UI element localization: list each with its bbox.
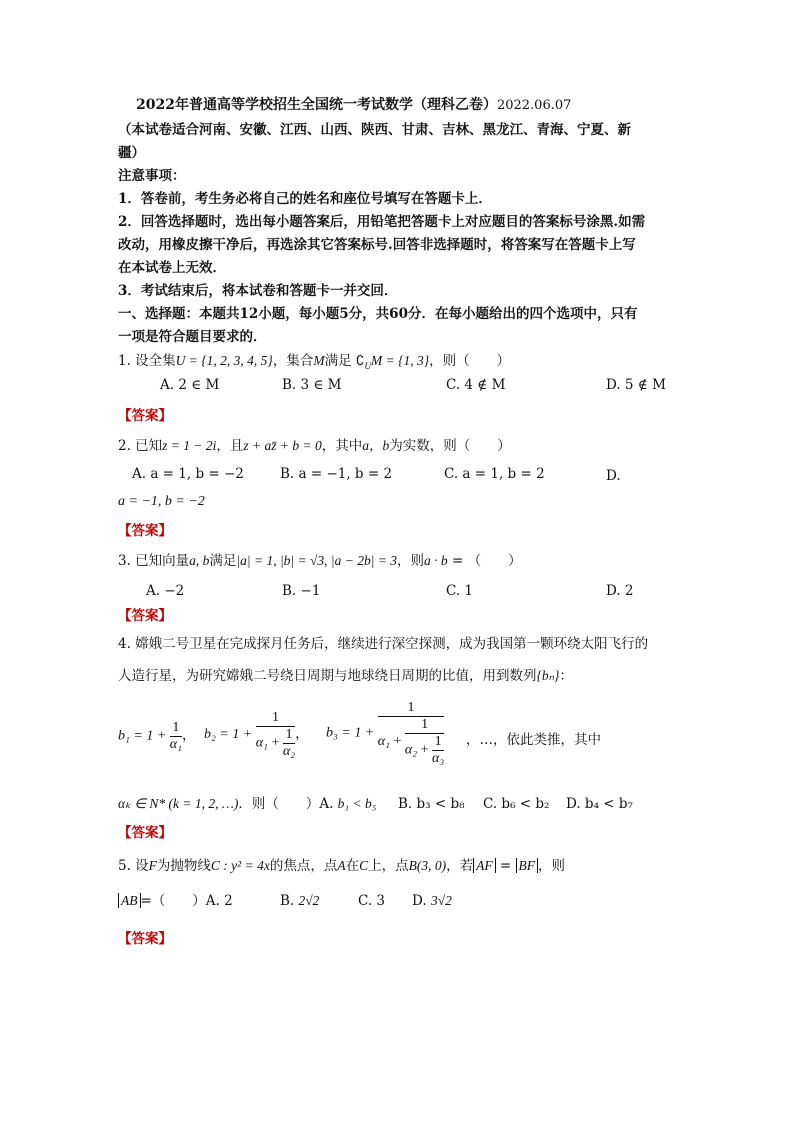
- q4-b3-lhs: b₃ = 1 +: [326, 725, 375, 741]
- q3-text-b: 满足: [209, 553, 237, 569]
- q4-sequence: {bₙ}: [536, 668, 560, 683]
- q1-sub-u: U: [364, 360, 371, 371]
- q5-point-b: B(3, 0): [408, 858, 447, 873]
- frac-alpha1: α₁: [255, 735, 268, 751]
- q3-option-c: C. 1: [446, 583, 474, 599]
- section-heading-1: 一、选择题：本题共12小题，每小题5分，共60分．在每小题给出的四个选项中，只有: [118, 306, 638, 322]
- note-1: 1．答卷前，考生务必将自己的姓名和座位号填写在答题卡上．: [118, 191, 492, 207]
- q1-stem: [118, 352, 510, 376]
- q2-option-d-label: D.: [606, 468, 621, 484]
- exam-title: [136, 96, 571, 115]
- q2-option-a: A. a = 1, b = −2: [132, 466, 244, 482]
- q4-b3-inner-frac: [432, 734, 444, 767]
- frac-numerator: 1: [170, 720, 182, 737]
- q2-z-def: z = 1 − 2i: [162, 438, 217, 453]
- q4-sep-2: ，: [295, 727, 310, 743]
- q4-b3: [326, 700, 444, 767]
- q4-b3-frac: [378, 700, 444, 767]
- q1-option-a: A. 2 ∈ M: [160, 377, 220, 393]
- frac-plus: +: [271, 735, 280, 751]
- q3-stem: [118, 552, 522, 570]
- notes-heading: 注意事项：: [118, 168, 186, 184]
- q4-colon: ：: [559, 668, 573, 684]
- q4-b3-mid-frac: [405, 717, 444, 767]
- complement-symbol: ∁: [355, 353, 365, 369]
- q1-text-b: ，集合: [272, 353, 314, 369]
- scope-line-2: 疆）: [118, 145, 145, 161]
- q1-text-d: ，则（ ）: [429, 353, 511, 369]
- q5-text-c: 的焦点，点: [269, 858, 338, 874]
- q4-stem-end: ．则（ ）A.: [238, 796, 334, 812]
- q4-b1: [118, 720, 196, 753]
- q1-eq-m: M = {1, 3}: [370, 353, 430, 368]
- q5-abs-ab: AB: [118, 893, 141, 908]
- q5-text-g: ，则: [538, 858, 565, 874]
- q4-line-2: [118, 667, 573, 685]
- q1-option-d: D. 5 ∉ M: [606, 377, 666, 393]
- frac-numerator: 1: [283, 727, 295, 744]
- frac-alpha3: α₃: [432, 751, 445, 766]
- q2-ab: a，b: [362, 438, 390, 453]
- q5-text-f: ，若: [446, 858, 474, 874]
- section-heading-2: 一项是符合题目要求的．: [118, 329, 267, 345]
- q2-stem: [118, 437, 511, 455]
- q5-option-b: [280, 892, 319, 910]
- q2-equation: z + az̄ + b = 0: [243, 438, 322, 453]
- q2-text-c: ，其中: [321, 438, 363, 454]
- q5-option-d: [412, 892, 452, 910]
- exam-date: 2022.06.07: [496, 98, 572, 113]
- q5-option-d-label: D.: [412, 893, 427, 909]
- q5-parabola: C : y² = 4x: [210, 858, 270, 873]
- frac-numerator: 1: [405, 717, 444, 734]
- frac-alpha2: α₂: [282, 744, 296, 759]
- q4-option-b: B. b₃ < b₈: [398, 796, 465, 812]
- q2-text-d: 为实数，则（ ）: [389, 438, 511, 454]
- frac-alpha1: α₁: [377, 734, 390, 750]
- q5-line-2: [118, 892, 233, 910]
- q5-text-e: 上，点: [368, 858, 409, 874]
- note-2b: 改动，用橡皮擦干净后，再选涂其它答案标号.回答非选择题时，将答案写在答题卡上写: [118, 237, 636, 253]
- q3-dot: a · b: [424, 553, 448, 568]
- q5-option-d-value: 3√2: [430, 893, 452, 908]
- q3-text-d: = （ ）: [447, 553, 522, 569]
- q4-condition-line: [118, 795, 376, 813]
- q4-line-1: 4. 嫦娥二号卫星在完成探月任务后，继续进行深空探测，成为我国第一颗环绕太阳飞行的: [118, 636, 649, 652]
- q4-b2: [204, 710, 309, 760]
- q4-b2-inner-frac: [283, 727, 295, 760]
- q5-point-a: A: [337, 858, 346, 873]
- q4-sep-1: ，: [181, 728, 196, 744]
- q4-b1-frac: [170, 720, 182, 753]
- q5-equals: =: [499, 858, 512, 874]
- frac-numerator: 1: [256, 710, 295, 727]
- q3-option-b: B. −1: [282, 583, 321, 599]
- q3-text-c: ，则: [397, 553, 425, 569]
- q3-option-d: D. 2: [606, 583, 634, 599]
- q4-tail: ，…，依此类推，其中: [466, 732, 601, 748]
- q1-option-c: C. 4 ∉ M: [446, 377, 506, 393]
- q4-option-a: b₁ < b₅: [337, 796, 377, 811]
- q1-text-c: 满足: [324, 353, 352, 369]
- q4-b1-lhs: b₁ = 1 +: [118, 728, 167, 744]
- q3-answer-label: 【答案】: [118, 608, 172, 624]
- q2-option-c: C. a = 1, b = 2: [444, 466, 545, 482]
- q5-f: F: [148, 858, 157, 873]
- q5-stem: =（ ）A. 2: [140, 893, 233, 909]
- q5-curve-c: C: [359, 858, 369, 873]
- q2-option-d-value: a = −1, b = −2: [118, 494, 205, 509]
- q3-conditions: |a| = 1, |b| = √3, |a − 2b| = 3: [236, 553, 398, 568]
- q4-b2-frac: [256, 710, 295, 760]
- q1-set-u: U = {1, 2, 3, 4, 5}: [175, 353, 273, 368]
- q5-option-b-label: B.: [280, 893, 295, 909]
- frac-alpha1: α₁: [169, 737, 182, 752]
- q5-text-d: 在: [345, 858, 360, 874]
- q5-answer-label: 【答案】: [118, 931, 172, 947]
- q4-answer-label: 【答案】: [118, 825, 172, 841]
- frac-plus: +: [393, 734, 402, 750]
- q3-text-a: 3. 已知向量: [118, 553, 190, 569]
- note-3: 3．考试结束后，将本试卷和答题卡一并交回．: [118, 283, 398, 299]
- q3-vectors: a, b: [189, 553, 210, 568]
- q2-answer-label: 【答案】: [118, 523, 172, 539]
- q4-line-2-text: 人造行星，为研究嫦娥二号绕日周期与地球绕日周期的比值，用到数列: [118, 668, 537, 684]
- frac-numerator: 1: [432, 734, 444, 751]
- q2-option-b: B. a = −1, b = 2: [280, 466, 393, 482]
- frac-alpha2: α₂: [404, 742, 418, 758]
- title-text: 2022年普通高等学校招生全国统一考试数学（理科乙卷）: [136, 97, 497, 113]
- q1-answer-label: 【答案】: [118, 408, 172, 424]
- q2-text-b: ，且: [216, 438, 244, 454]
- frac-numerator: 1: [378, 700, 444, 717]
- q2-text-a: 2. 已知: [118, 438, 163, 454]
- q3-option-a: A. −2: [146, 583, 185, 599]
- q4-b2-lhs: b₂ = 1 +: [204, 727, 253, 743]
- q1-option-b: B. 3 ∈ M: [282, 377, 342, 393]
- scope-line-1: （本试卷适合河南、安徽、江西、山西、陕西、甘肃、吉林、黑龙江、青海、宁夏、新: [118, 122, 631, 138]
- q4-option-d: D. b₄ < b₇: [566, 796, 633, 812]
- q5-text-b: 为抛物线: [156, 858, 211, 874]
- q5-option-c: C. 3: [358, 893, 386, 909]
- q1-var-m: M: [313, 353, 325, 368]
- note-2a: 2．回答选择题时，选出每小题答案后，用铅笔把答题卡上对应题目的答案标号涂黑.如需: [118, 214, 646, 230]
- q1-text-a: 1. 设全集: [118, 353, 176, 369]
- q5-text-a: 5. 设: [118, 858, 149, 874]
- q5-line-1: [118, 857, 565, 875]
- note-2c: 在本试卷上无效．: [118, 260, 226, 276]
- q5-abs-af: AF: [473, 858, 496, 873]
- q4-option-c: C. b₆ < b₂: [483, 796, 550, 812]
- frac-plus: +: [420, 742, 429, 758]
- q5-abs-bf: BF: [516, 858, 539, 873]
- q4-condition: αₖ ∈ N* (k = 1, 2, …): [118, 796, 239, 811]
- q5-option-b-value: 2√2: [298, 893, 320, 908]
